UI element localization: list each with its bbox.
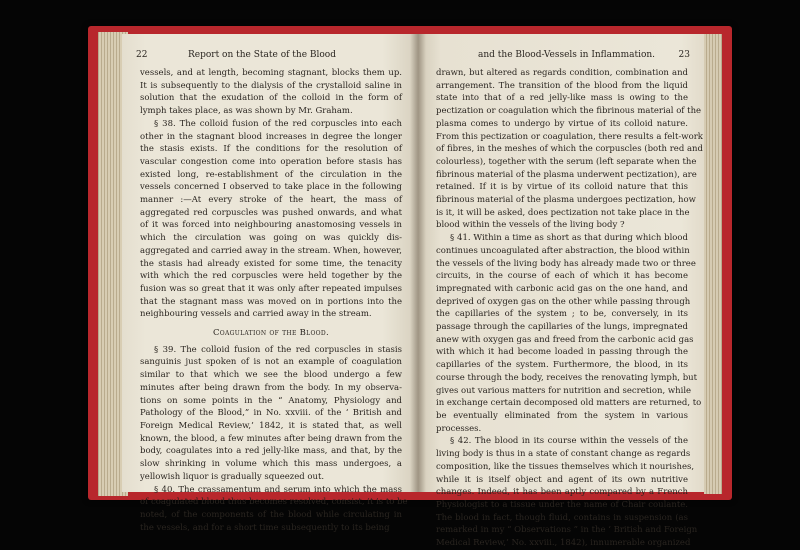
open-book xyxy=(88,26,732,549)
text-line: of fibres, in the meshes of which the corpuscles (both red and xyxy=(436,144,703,155)
right-running-head: and the Blood-Vessels in Inflammation. xyxy=(478,50,656,60)
text-line: the stasis had already existed for some time, the tenacity xyxy=(140,258,402,269)
text-line: It is subsequently to the dialysis of the crystalloid saline in xyxy=(140,80,402,91)
text-line: retained. If it is by virtue of its colloid nature that this xyxy=(436,182,688,193)
text-line: § 40. The crassamentum and serum into which the mass xyxy=(154,484,402,495)
left-page xyxy=(122,34,418,533)
text-line: minutes after being drawn from the body. In my observa- xyxy=(140,382,402,393)
text-line: passage through the capillaries of the lungs, impregnated xyxy=(436,322,688,333)
text-line: Physiologist to a tissue under the name of Chair coulante. xyxy=(436,499,688,510)
text-line: neighbouring vessels and carried away in the stream. xyxy=(140,309,372,320)
left-page-number: 22 xyxy=(136,50,148,60)
text-line: solution that the exudation of the colloid in the form of xyxy=(140,93,402,104)
text-line: the capillaries of the system ; to be, conversely, in its xyxy=(436,309,688,320)
right-page-body xyxy=(436,67,703,550)
text-line: is it, it will be asked, does pectization not take place in the xyxy=(436,207,690,218)
text-line: § 39. The colloid fusion of the red corpuscles in stasis xyxy=(154,344,402,355)
text-line: which the circulation was going on was quickly dis- xyxy=(140,233,402,244)
text-line: continues uncoagulated after abstraction, the blood within xyxy=(436,245,690,256)
text-line: The blood in fact, though fluid, contains in suspension (as xyxy=(436,512,688,523)
text-line: lymph takes place, as was shown by Mr. Graham. xyxy=(140,106,353,117)
text-line: be eventually eliminated from the system in various xyxy=(436,410,688,421)
text-line: similar to that which we see the blood undergo a few xyxy=(140,370,402,381)
text-line: gives out various matters for nutrition and secretion, while xyxy=(436,385,692,396)
text-line: while it is itself object and agent of its own nutritive xyxy=(436,474,688,485)
right-page-number: 23 xyxy=(678,50,690,60)
text-line: Medical Review,’ No. xxviii., 1842), innumerable organized xyxy=(436,538,691,549)
text-line: fibrinous material of the plasma underwent pectization), are xyxy=(436,169,697,180)
text-line: known, the blood, a few minutes after being drawn from the xyxy=(140,433,402,444)
text-line: colourless), together with the serum (left separate when the xyxy=(436,156,697,167)
text-line: impregnated with carbonic acid gas on the one hand, and xyxy=(436,283,688,294)
text-line: processes. xyxy=(436,423,482,434)
text-line: circuits, in the course of each of which it has become xyxy=(436,271,688,282)
text-line: vessels, and at length, becoming stagnant, blocks them up. xyxy=(140,68,402,78)
text-line: the vessels of the living body has already made two or three xyxy=(436,258,696,269)
text-line: course through the body, receives the renovating lymph, but xyxy=(436,372,698,383)
text-line: noted, of the components of the blood while circulating in xyxy=(140,509,402,520)
text-line: with which it had become loaded in passing through the xyxy=(436,347,688,358)
text-line: vascular congestion come into operation before stasis has xyxy=(140,156,402,167)
text-line: that the stagnant mass was moved on in portions into the xyxy=(140,296,402,307)
text-line: blood within the vessels of the living body ? xyxy=(436,220,625,231)
text-line: fusion was so great that it was only after repeated impulses xyxy=(140,283,402,294)
text-line: the stasis exists. If the conditions for the resolution of xyxy=(140,144,402,155)
text-line: body, coagulates into a red jelly-like mass, and that, by the xyxy=(140,446,402,457)
text-line: arrangement. The transition of the blood from the liquid xyxy=(436,80,688,91)
text-line: tions on some points in the “ Anatomy, Physiology and xyxy=(140,395,402,406)
text-line: with which the red corpuscles were held together by the xyxy=(140,271,402,282)
text-line: yellowish liquor is gradually squeezed out. xyxy=(140,471,325,482)
text-line: plasma comes to undergo by virtue of its colloid nature. xyxy=(436,118,688,129)
text-line: pectization or coagulation which the fibrinous material of the xyxy=(436,106,702,117)
text-line: vessels concerned I observed to take place in the following xyxy=(140,182,402,193)
text-line: aggregated red corpuscles was pushed onwards, and what xyxy=(140,207,402,218)
text-line: anew with oxygen gas and freed from the carbonic acid gas xyxy=(436,334,694,345)
text-line: deprived of oxygen gas on the other while passing through xyxy=(436,296,691,307)
text-line: other in the stagnant blood increases in degree the longer xyxy=(140,131,402,142)
right-page-edges xyxy=(704,34,722,494)
text-line: fibrinous material of the plasma undergoes pectization, how xyxy=(436,195,696,206)
text-line: of coagulated blood thus becomes resolved, consist, it is to be xyxy=(140,497,408,508)
text-line: of it was forced into neighbouring anastomosing vessels in xyxy=(140,220,402,231)
text-line: sanguinis just spoken of is not an example of coagulation xyxy=(140,357,402,368)
text-line: manner :—At every stroke of the heart, the mass of xyxy=(140,195,402,206)
text-line: From this pectization or coagulation, there results a felt-work xyxy=(436,131,703,142)
book-gutter xyxy=(410,34,426,492)
text-line: § 41. Within a time as short as that during which blood xyxy=(450,233,688,244)
text-line: Pathology of the Blood,” in No. xxviii. of the ‘ British and xyxy=(140,408,402,419)
text-line: state into that of a red jelly-like mass is owing to the xyxy=(436,93,688,104)
right-page xyxy=(418,34,704,549)
text-line: the vessels, and for a short time subsequently to its being xyxy=(140,522,390,533)
text-line: § 42. The blood in its course within the vessels of the xyxy=(450,436,688,447)
text-line: existed long, re-establishment of the circulation in the xyxy=(140,169,402,180)
text-line: Foreign Medical Review,’ 1842, it is stated that, as well xyxy=(140,420,402,431)
text-line: composition, like the tissues themselves which it nourishes, xyxy=(436,461,695,472)
text-line: § 38. The colloid fusion of the red corpuscles into each xyxy=(154,118,402,129)
text-line: capillaries of the system. Furthermore, the blood, in its xyxy=(436,360,688,371)
text-line: slow shrinking in volume which this mass undergoes, a xyxy=(140,459,402,470)
text-line: drawn, but altered as regards condition, combination and xyxy=(436,68,688,78)
left-page-body xyxy=(140,67,408,534)
text-line: living body is thus in a state of constant change as regards xyxy=(436,449,691,460)
text-line: remarked in my “ Observations ” in the ‘ British and Foreign xyxy=(436,525,698,536)
left-running-head: Report on the State of the Blood xyxy=(188,50,336,60)
text-line: aggregated and carried away in the stream. When, however, xyxy=(140,245,402,256)
text-line: in exchange certain decomposed old matters are returned, to xyxy=(436,398,702,409)
text-line: changes. Indeed, it has been aptly compared by a French xyxy=(436,487,688,498)
section-heading: Coagulation of the Blood. xyxy=(212,328,330,339)
